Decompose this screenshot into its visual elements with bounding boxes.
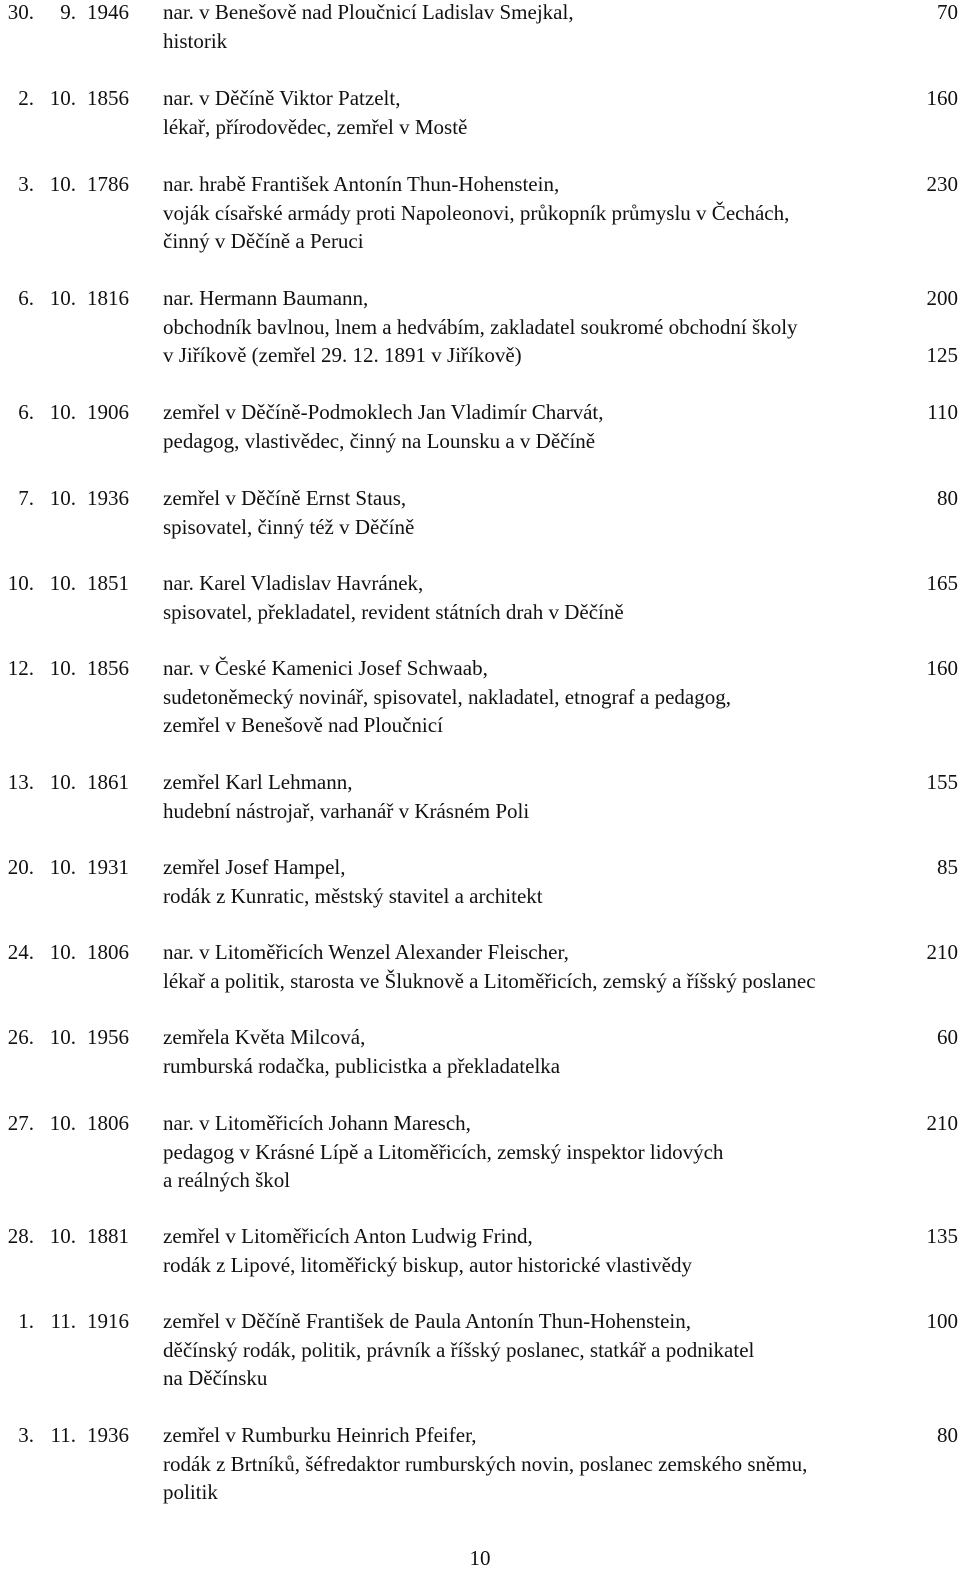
date-day: 7. <box>18 486 34 510</box>
anniversary-years: 80 <box>937 1423 958 1447</box>
anniversary-years: 125 <box>926 343 958 367</box>
date-year: 1916 <box>87 1309 129 1333</box>
date-day: 30. <box>7 0 34 24</box>
entry-text-line: v Jiříkově (zemřel 29. 12. 1891 v Jiříkově) <box>163 343 522 367</box>
entry-text-line: hudební nástrojař, varhanář v Krásném Poli <box>163 799 530 823</box>
date-month: 10. <box>49 1111 76 1135</box>
date-day: 27. <box>7 1111 34 1135</box>
date-month: 10. <box>49 656 76 680</box>
entry-text-line: rodák z Lipové, litoměřický biskup, autor historické vlastivědy <box>163 1253 692 1277</box>
date-month: 11. <box>50 1423 76 1447</box>
entry-text-line: politik <box>163 1480 218 1504</box>
entry-text-line: na Děčínsku <box>163 1366 268 1390</box>
date-month: 10. <box>49 940 76 964</box>
entry-text-line: pedagog, vlastivědec, činný na Lounsku a v Děčíně <box>163 429 596 453</box>
entry-text-line: zemřel v Litoměřicích Anton Ludwig Frind, <box>163 1224 533 1248</box>
date-month: 11. <box>50 1309 76 1333</box>
entry-text-line: nar. hrabě František Antonín Thun-Hohenstein, <box>163 172 560 196</box>
entry-text-line: lékař a politik, starosta ve Šluknově a Litoměřicích, zemský a říšský poslanec <box>163 969 816 993</box>
entry-text-line: nar. v České Kamenici Josef Schwaab, <box>163 656 488 680</box>
entry-text-line: rodák z Brtníků, šéfredaktor rumburských novin, poslanec zemského sněmu, <box>163 1452 808 1476</box>
date-day: 24. <box>7 940 34 964</box>
entry-text-line: nar. v Litoměřicích Johann Maresch, <box>163 1111 471 1135</box>
date-day: 3. <box>18 1423 34 1447</box>
date-year: 1946 <box>87 0 129 24</box>
entry-text-line: zemřel Karl Lehmann, <box>163 770 353 794</box>
entry-text-line: zemřela Květa Milcová, <box>163 1025 366 1049</box>
date-month: 10. <box>49 1025 76 1049</box>
date-year: 1956 <box>87 1025 129 1049</box>
anniversary-years: 165 <box>926 571 958 595</box>
date-month: 10. <box>49 400 76 424</box>
date-year: 1856 <box>87 656 129 680</box>
entry-text-line: nar. Hermann Baumann, <box>163 286 369 310</box>
date-day: 6. <box>18 286 34 310</box>
date-year: 1861 <box>87 770 129 794</box>
date-year: 1856 <box>87 86 129 110</box>
date-year: 1851 <box>87 571 129 595</box>
entry-text-line: a reálných škol <box>163 1168 291 1192</box>
entry-text-line: nar. Karel Vladislav Havránek, <box>163 571 424 595</box>
date-day: 12. <box>7 656 34 680</box>
entry-text-line: sudetoněmecký novinář, spisovatel, nakladatel, etnograf a pedagog, <box>163 685 731 709</box>
date-month: 10. <box>49 172 76 196</box>
anniversary-years: 160 <box>926 656 958 680</box>
page-number: 10 <box>469 1546 491 1570</box>
entry-text-line: zemřel v Rumburku Heinrich Pfeifer, <box>163 1423 477 1447</box>
date-month: 10. <box>49 571 76 595</box>
entry-text-line: zemřel v Benešově nad Ploučnicí <box>163 713 443 737</box>
entry-text-line: rumburská rodačka, publicistka a překladatelka <box>163 1054 561 1078</box>
date-month: 10. <box>49 486 76 510</box>
entry-text-line: lékař, přírodovědec, zemřel v Mostě <box>163 115 468 139</box>
anniversary-years: 230 <box>926 172 958 196</box>
anniversary-years: 70 <box>937 0 958 24</box>
anniversary-years: 210 <box>926 1111 958 1135</box>
date-year: 1786 <box>87 172 129 196</box>
date-month: 10. <box>49 86 76 110</box>
date-day: 20. <box>7 855 34 879</box>
date-day: 13. <box>7 770 34 794</box>
date-year: 1906 <box>87 400 129 424</box>
entry-text-line: nar. v Děčíně Viktor Patzelt, <box>163 86 401 110</box>
date-year: 1936 <box>87 486 129 510</box>
entry-text-line: nar. v Benešově nad Ploučnicí Ladislav Smejkal, <box>163 0 574 24</box>
anniversary-years: 60 <box>937 1025 958 1049</box>
date-day: 3. <box>18 172 34 196</box>
date-day: 10. <box>7 571 34 595</box>
anniversary-years: 210 <box>926 940 958 964</box>
entry-text-line: voják císařské armády proti Napoleonovi, průkopník průmyslu v Čechách, <box>163 201 790 225</box>
entry-text-line: rodák z Kunratic, městský stavitel a architekt <box>163 884 543 908</box>
date-month: 10. <box>49 770 76 794</box>
entry-text-line: zemřel Josef Hampel, <box>163 855 346 879</box>
date-year: 1936 <box>87 1423 129 1447</box>
date-year: 1816 <box>87 286 129 310</box>
anniversary-years: 135 <box>926 1224 958 1248</box>
date-year: 1931 <box>87 855 129 879</box>
entry-text-line: zemřel v Děčíně Ernst Staus, <box>163 486 407 510</box>
date-year: 1806 <box>87 1111 129 1135</box>
anniversary-years: 85 <box>937 855 958 879</box>
date-year: 1881 <box>87 1224 129 1248</box>
anniversary-years: 155 <box>926 770 958 794</box>
date-month: 10. <box>49 855 76 879</box>
date-month: 10. <box>49 286 76 310</box>
date-month: 9. <box>60 0 76 24</box>
date-day: 26. <box>7 1025 34 1049</box>
date-day: 28. <box>7 1224 34 1248</box>
date-day: 2. <box>18 86 34 110</box>
entry-text-line: historik <box>163 29 228 53</box>
date-day: 6. <box>18 400 34 424</box>
date-day: 1. <box>18 1309 34 1333</box>
anniversary-years: 160 <box>926 86 958 110</box>
anniversary-years: 100 <box>926 1309 958 1333</box>
entry-text-line: zemřel v Děčíně František de Paula Antonín Thun-Hohenstein, <box>163 1309 691 1333</box>
entry-text-line: děčínský rodák, politik, právník a říšský poslanec, statkář a podnikatel <box>163 1338 755 1362</box>
anniversary-years: 80 <box>937 486 958 510</box>
entry-text-line: pedagog v Krásné Lípě a Litoměřicích, zemský inspektor lidových <box>163 1140 724 1164</box>
entry-text-line: spisovatel, překladatel, revident státních drah v Děčíně <box>163 600 624 624</box>
anniversary-years: 200 <box>926 286 958 310</box>
date-month: 10. <box>49 1224 76 1248</box>
entry-text-line: obchodník bavlnou, lnem a hedvábím, zakladatel soukromé obchodní školy <box>163 315 798 339</box>
anniversary-years: 110 <box>927 400 958 424</box>
entry-text-line: zemřel v Děčíně-Podmoklech Jan Vladimír Charvát, <box>163 400 604 424</box>
entry-text-line: nar. v Litoměřicích Wenzel Alexander Fleischer, <box>163 940 569 964</box>
date-year: 1806 <box>87 940 129 964</box>
entry-text-line: spisovatel, činný též v Děčíně <box>163 515 415 539</box>
entry-text-line: činný v Děčíně a Peruci <box>163 229 364 253</box>
